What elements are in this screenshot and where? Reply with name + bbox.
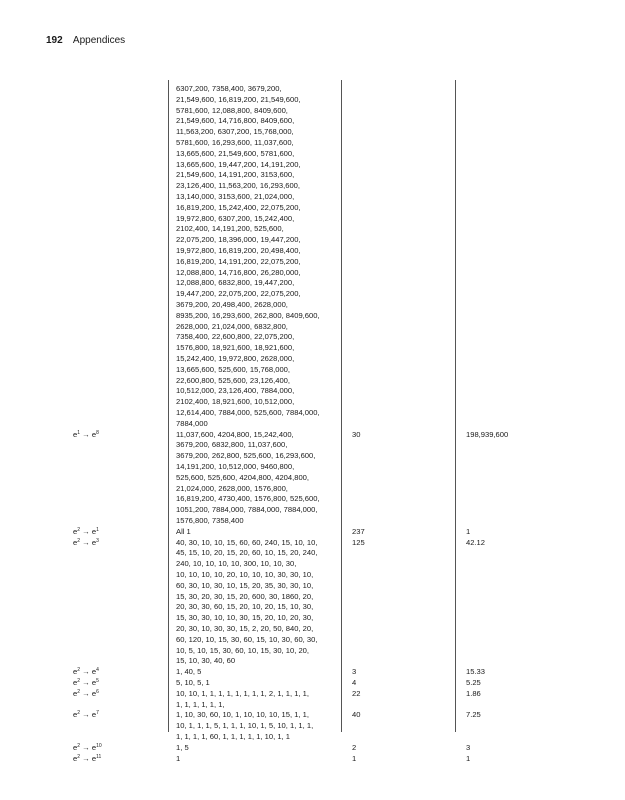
transition-label: $e^2 \to e^5$ — [73, 678, 99, 687]
value-cell: 3 — [466, 742, 471, 752]
combination-line: 14,191,200, 10,512,000, 9460,800, — [176, 462, 295, 471]
transition-label: $e^2 \to e^3$ — [73, 537, 99, 547]
value-cell: 1 — [466, 753, 471, 763]
count-cell: 22 — [352, 688, 361, 698]
page-header — [46, 35, 125, 46]
count-cell: 3 — [352, 667, 357, 677]
combination-line: 20, 30, 10, 30, 30, 15, 2, 20, 50, 840, 20, — [176, 624, 314, 633]
combination-line: 3679,200, 262,800, 525,600, 16,293,600, — [176, 451, 316, 461]
combination-line: 16,819,200, 14,191,200, 22,075,200, — [176, 256, 301, 266]
value-cell: 42.12 — [466, 537, 486, 547]
combination-line: 2102,400, 18,921,600, 10,512,000, — [176, 397, 295, 407]
combination-line: 1, 1, 1, 1, 60, 1, 1, 1, 1, 1, 10, 1, 1 — [176, 732, 290, 741]
combination-line: 3679,200, 20,498,400, 2628,000, — [176, 300, 288, 309]
combination-line: 13,665,600, 525,600, 15,768,000, — [176, 364, 291, 374]
combination-line: 13,665,600, 19,447,200, 14,191,200, — [176, 159, 301, 169]
combination-line: 22,600,800, 525,600, 23,126,400, — [176, 375, 291, 385]
transition-label: $e^2 \to e^7$ — [73, 710, 99, 720]
combination-line: 19,972,800, 6307,200, 15,242,400, — [176, 213, 295, 223]
combination-line: 23,126,400, 11,563,200, 16,293,600, — [176, 181, 301, 191]
combination-line: 60, 120, 10, 15, 30, 60, 15, 10, 30, 60, 30, — [176, 634, 318, 644]
combination-line: All 1 — [176, 526, 191, 536]
combination-line: 15, 30, 20, 30, 15, 20, 600, 30, 1860, 20, — [176, 591, 314, 601]
transition-label: $e^1 \to e^8$ — [73, 429, 99, 439]
transition-label: $e^2 \to e^{11}$ — [73, 753, 102, 763]
page-number: 192 — [46, 35, 63, 46]
column-divider — [168, 80, 169, 732]
count-cell: 237 — [352, 526, 365, 536]
combination-line: 10, 10, 1, 1, 1, 1, 1, 1, 1, 1, 2, 1, 1, 1, 1, — [176, 688, 309, 698]
count-cell: 40 — [352, 710, 361, 720]
combination-line: 60, 30, 10, 30, 10, 15, 20, 35, 30, 30, 10, — [176, 580, 314, 590]
combination-line: 21,549,600, 14,716,800, 8409,600, — [176, 116, 295, 126]
combination-line: 1, 40, 5 — [176, 667, 202, 677]
transition-label: $e^2 \to e^{10}$ — [73, 742, 102, 752]
count-cell: 2 — [352, 742, 357, 752]
combination-line: 15, 10, 30, 40, 60 — [176, 656, 236, 666]
combination-line: 21,024,000, 2628,000, 1576,800, — [176, 483, 288, 493]
combination-line: 240, 10, 10, 10, 10, 300, 10, 10, 30, — [176, 559, 297, 569]
combination-line: 8935,200, 16,293,600, 262,800, 8409,600, — [176, 310, 320, 320]
section-title: Appendices — [72, 35, 126, 46]
combination-line: 7358,400, 22,600,800, 22,075,200, — [176, 332, 295, 342]
value-cell: 1 — [466, 526, 471, 536]
combination-line: 11,563,200, 6307,200, 15,768,000, — [176, 127, 294, 137]
count-cell: 125 — [352, 537, 365, 547]
combination-line: 1, 5 — [176, 742, 189, 752]
combination-line: 16,819,200, 15,242,400, 22,075,200, — [176, 202, 301, 212]
transition-label: $e^2 \to e^6$ — [73, 688, 99, 698]
combination-line: 15,242,400, 19,972,800, 2628,000, — [176, 354, 295, 363]
combination-line: 1051,200, 7884,000, 7884,000, 7884,000, — [176, 505, 318, 515]
combination-line: 13,140,000, 3153,600, 21,024,000, — [176, 192, 295, 201]
combination-line: 5, 10, 5, 1 — [176, 678, 210, 687]
combination-line: 10,512,000, 23,126,400, 7884,000, — [176, 386, 295, 396]
combination-line: 10, 1, 1, 1, 5, 1, 1, 1, 10, 1, 5, 10, 1, 1, 1, — [176, 721, 314, 731]
combination-line: 10, 10, 10, 10, 20, 10, 10, 10, 30, 30, 10, — [176, 570, 314, 579]
combination-line: 21,549,600, 16,819,200, 21,549,600, — [176, 94, 301, 104]
value-cell: 15.33 — [466, 667, 486, 677]
combination-line: 40, 30, 10, 10, 15, 60, 60, 240, 15, 10, 10, — [176, 537, 318, 547]
combination-line: 1 — [176, 753, 181, 763]
combination-line: 21,549,600, 14,191,200, 3153,600, — [176, 170, 295, 180]
count-cell: 1 — [352, 753, 357, 763]
combination-line: 16,819,200, 4730,400, 1576,800, 525,600, — [176, 494, 320, 504]
value-cell: 198,939,600 — [466, 429, 509, 439]
value-cell: 5.25 — [466, 678, 481, 687]
combination-line: 19,447,200, 22,075,200, 22,075,200, — [176, 289, 301, 299]
transition-label: $e^2 \to e^1$ — [73, 526, 99, 536]
combination-line: 20, 30, 30, 60, 15, 20, 10, 20, 15, 10, 30, — [176, 602, 314, 612]
combination-line: 12,614,400, 7884,000, 525,600, 7884,000, — [176, 408, 320, 417]
combination-line: 525,600, 525,600, 4204,800, 4204,800, — [176, 472, 310, 482]
combination-line: 19,972,800, 16,819,200, 20,498,400, — [176, 246, 301, 255]
combination-line: 7884,000 — [176, 418, 208, 428]
combination-line: 6307,200, 7358,400, 3679,200, — [176, 84, 282, 93]
combination-line: 1, 1, 1, 1, 1, 1, — [176, 699, 225, 709]
value-cell: 7.25 — [466, 710, 481, 720]
combination-line: 11,037,600, 4204,800, 15,242,400, — [176, 429, 294, 439]
combination-line: 1576,800, 18,921,600, 18,921,600, — [176, 343, 295, 353]
combination-line: 12,088,800, 14,716,800, 26,280,000, — [176, 267, 301, 277]
transition-label: $e^2 \to e^4$ — [73, 667, 99, 677]
count-cell: 4 — [352, 678, 357, 687]
combination-line: 15, 30, 30, 10, 10, 30, 15, 20, 10, 20, 30, — [176, 613, 314, 623]
combination-line: 5781,600, 16,293,600, 11,037,600, — [176, 138, 294, 147]
combination-line: 22,075,200, 18,396,000, 19,447,200, — [176, 235, 301, 245]
combination-line: 3679,200, 6832,800, 11,037,600, — [176, 440, 288, 450]
combination-line: 13,665,600, 21,549,600, 5781,600, — [176, 148, 295, 158]
value-cell: 1.86 — [466, 688, 481, 698]
combination-line: 10, 5, 10, 15, 30, 60, 10, 15, 30, 10, 20, — [176, 645, 309, 655]
combination-line: 12,088,800, 6832,800, 19,447,200, — [176, 278, 295, 288]
combination-line: 1576,800, 7358,400 — [176, 516, 244, 525]
combination-line: 5781,600, 12,088,800, 8409,600, — [176, 105, 288, 115]
column-divider — [341, 80, 342, 732]
combination-line: 2628,000, 21,024,000, 6832,800, — [176, 321, 288, 331]
combination-line: 45, 15, 10, 20, 15, 20, 60, 10, 15, 20, 240, — [176, 548, 318, 558]
column-divider — [455, 80, 456, 732]
combination-line: 2102,400, 14,191,200, 525,600, — [176, 224, 284, 234]
count-cell: 30 — [352, 429, 361, 439]
combination-line: 1, 10, 30, 60, 10, 1, 10, 10, 10, 15, 1, 1, — [176, 710, 309, 720]
